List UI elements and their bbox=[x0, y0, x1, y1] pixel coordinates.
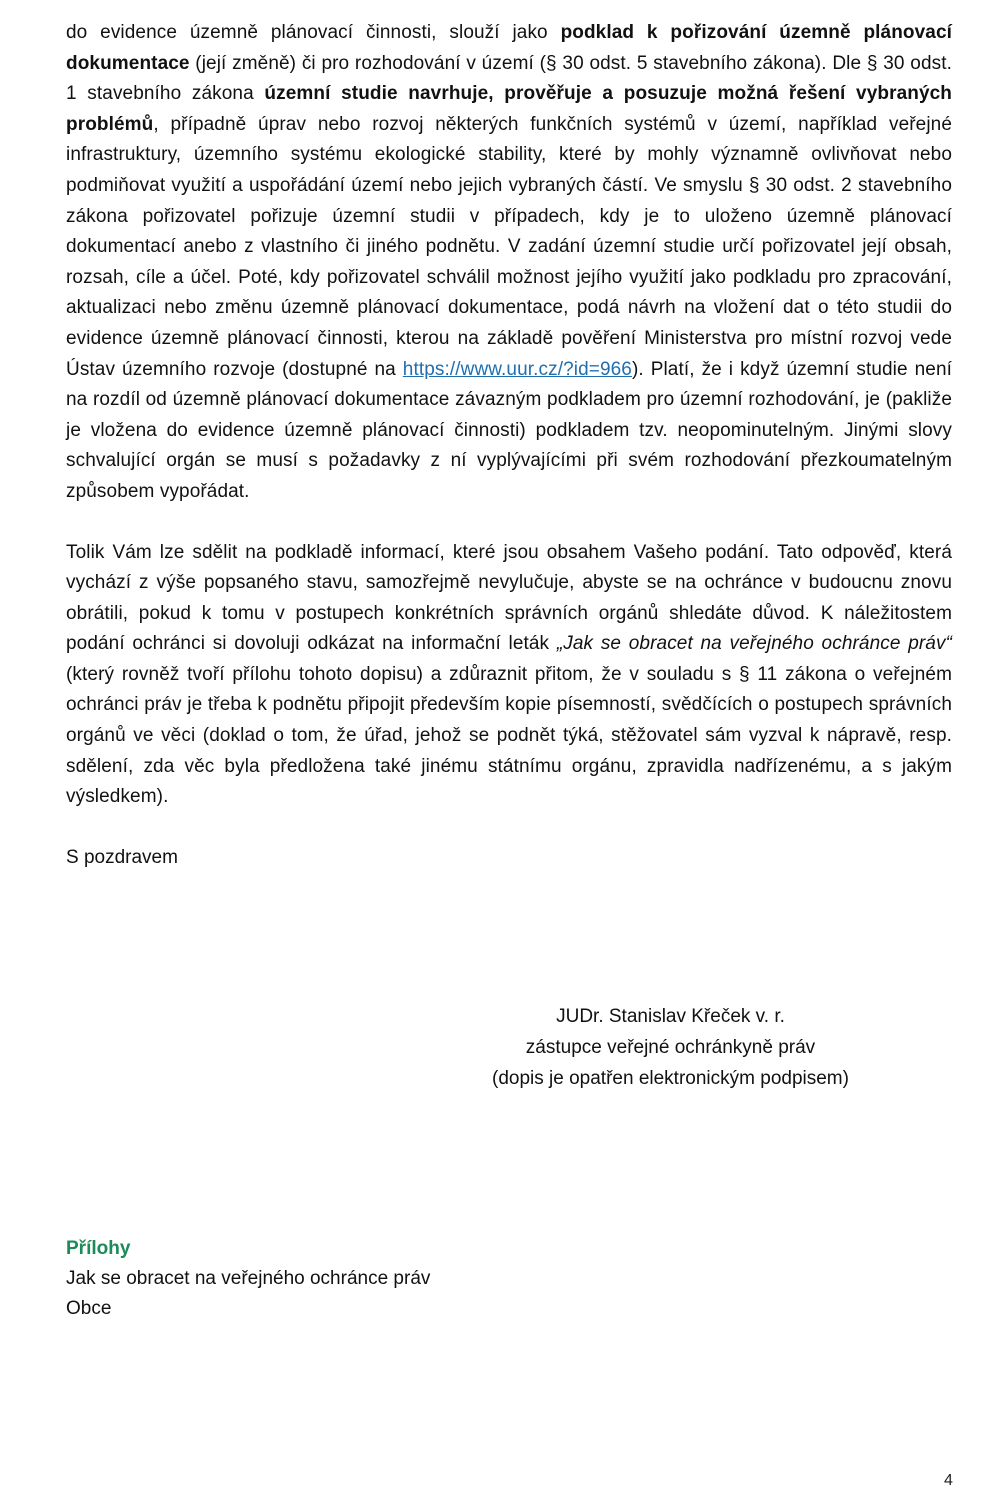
page-number: 4 bbox=[944, 1472, 953, 1489]
attachment-item: Obce bbox=[66, 1298, 112, 1319]
text-span: (její změně) či pro rozhodování v území (§ 30 odst. 5 stavebního zákona). Dle § 30 odst. 1 stavebního zákona bbox=[66, 52, 952, 105]
bold-text: podklad k pořizování územně plánovací dokumentace bbox=[66, 22, 952, 74]
text-span: (který rovněž tvoří přílohu tohoto dopisu) a zdůraznit přitom, že v souladu s § 11 zákona o veřejném ochránci práv je třeba k podnětu připojit především kopie písemností, svědčících o postupech správních orgánů ve věci (doklad o tom, že úřad, jehož se podnět týká, stěžovatel sám vyzval k nápravě, resp. sdělení, zda věc byla předložena také jinému státnímu orgánu, zpravidla nadřízenému, a s jakým výsledkem). bbox=[66, 663, 952, 808]
signature-name: JUDr. Stanislav Křeček v. r. bbox=[556, 1006, 785, 1027]
attachments-heading: Přílohy bbox=[66, 1238, 131, 1259]
attachments-section bbox=[66, 1234, 430, 1324]
greeting: S pozdravem bbox=[66, 846, 178, 868]
leaflet-title: „Jak se obracet na veřejného ochránce práv“ bbox=[556, 633, 952, 655]
letter-body bbox=[66, 18, 952, 873]
signature-note: (dopis je opatřen elektronickým podpisem) bbox=[492, 1068, 849, 1089]
text-span: ). Platí, že i když územní studie není na rozdíl od územně plánovací dokumentace závazným podkladem pro územní rozhodování, je (pakliže je vložena do evidence územně plánovací činnosti) podkladem tzv. neopominutelným. Jinými slovy schvalující orgán se musí s požadavky z ní vyplývajícími při svém rozhodování přezkoumatelným způsobem vypořádat. bbox=[66, 358, 952, 502]
uur-link[interactable]: https://www.uur.cz/?id=966 bbox=[402, 358, 632, 380]
signature-block bbox=[0, 1001, 1001, 1094]
bold-text: územní studie navrhuje, prověřuje a posuzuje možná řešení vybraných problémů bbox=[66, 83, 952, 135]
text-span: do evidence územně plánovací činnosti, slouží jako bbox=[66, 22, 561, 43]
paragraph-closing-info bbox=[66, 538, 952, 813]
attachment-item: Jak se obracet na veřejného ochránce práv bbox=[66, 1268, 431, 1289]
signature-role: zástupce veřejné ochránkyně práv bbox=[525, 1037, 816, 1058]
text-span: , případně úprav nebo rozvoj některých funkčních systémů v území, například veřejné infrastruktury, územního systému ekologické stability, které by mohly významně ovlivňovat nebo podmiňovat využití a uspořádání území nebo jejich vybraných částí. Ve smyslu § 30 odst. 2 stavebního zákona pořizovatel pořizuje územní studii v případech, kdy je to uloženo územně plánovací dokumentací anebo z vlastního či jiného podnětu. V zadání územní studie určí pořizovatel její obsah, rozsah, cíle a účel. Poté, kdy pořizovatel schválil možnost jejího využití jako podkladu pro zpracování, aktualizaci nebo změnu územně plánovací dokumentace, podá návrh na vložení dat o této studii do evidence územně plánovací činnosti, kterou na základě pověření Ministerstva pro místní rozvoj vede Ústav územního rozvoje (dostupné na bbox=[66, 113, 952, 380]
text-span: Tolik Vám lze sdělit na podkladě informací, které jsou obsahem Vašeho podání. Tato odpověď, která vychází z výše popsaného stavu, samozřejmě nevylučuje, abyste se na ochránce v budoucnu znovu obrátili, pokud k tomu v postupech konkrétních správních orgánů shledáte důvod. K náležitostem podání ochránci si dovoluji odkázat na informační leták bbox=[66, 541, 952, 655]
paragraph-territorial-study bbox=[66, 18, 952, 508]
